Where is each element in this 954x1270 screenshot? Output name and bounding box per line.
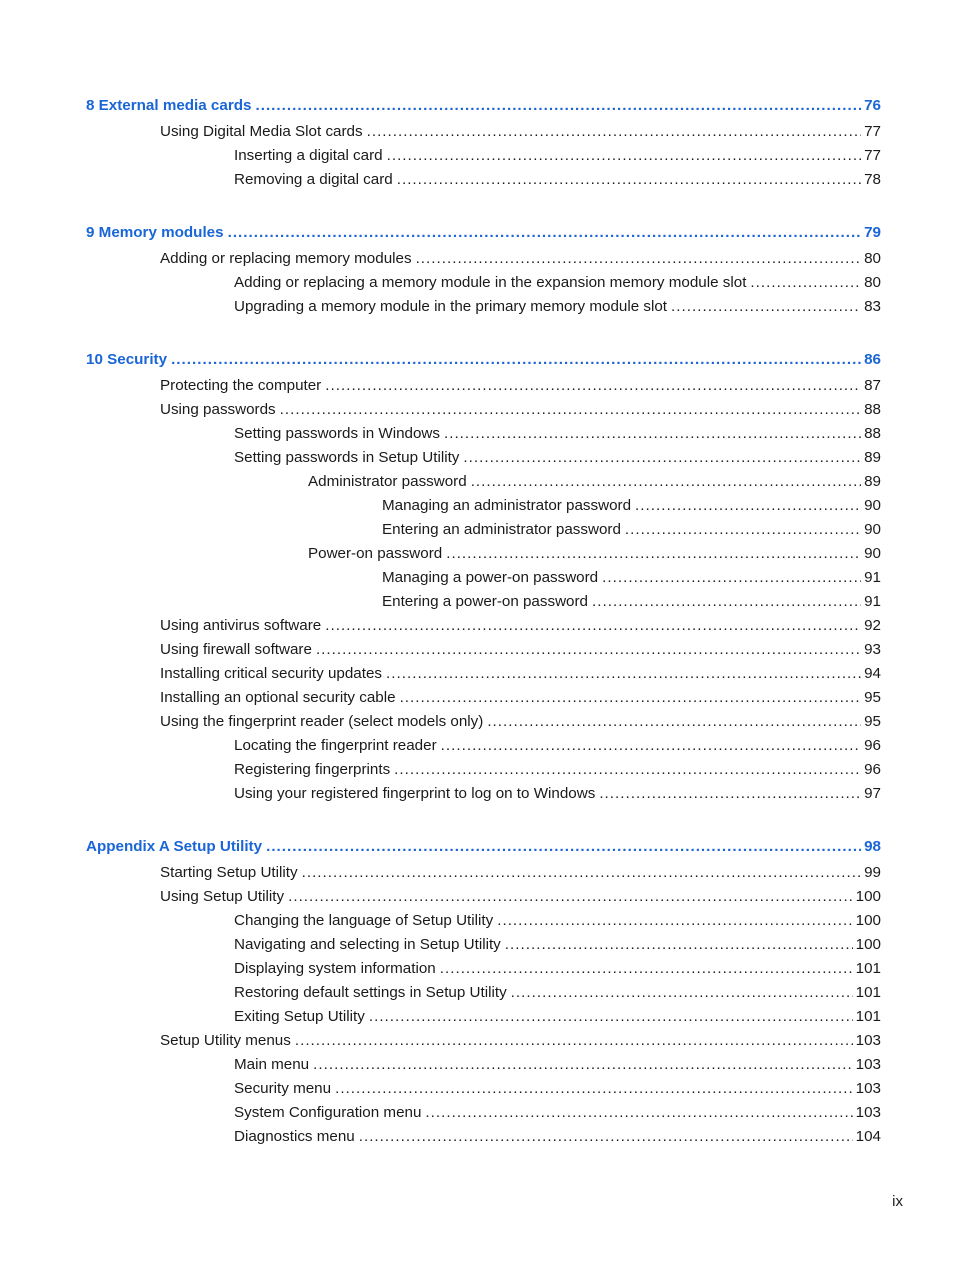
- toc-entry-page: 90: [864, 545, 881, 562]
- toc-chapter-link[interactable]: [86, 96, 881, 116]
- toc-entry-title: System Configuration menu: [234, 1104, 422, 1121]
- toc-entry-title: Navigating and selecting in Setup Utility: [234, 936, 501, 953]
- toc-entry-link[interactable]: [160, 1031, 881, 1051]
- toc-entry-title: Setting passwords in Setup Utility: [234, 449, 460, 466]
- dot-leader: [280, 400, 861, 420]
- toc-entry-page: 79: [864, 224, 881, 241]
- dot-leader: [171, 350, 861, 370]
- dot-leader: [592, 592, 861, 612]
- toc-entry-link[interactable]: [234, 1007, 881, 1027]
- toc-entry-link[interactable]: [160, 400, 881, 420]
- toc-entry-page: 100: [855, 912, 881, 929]
- toc-entry-title: Using firewall software: [160, 641, 312, 658]
- dot-leader: [335, 1079, 853, 1099]
- toc-entry-title: Managing a power-on password: [382, 569, 599, 586]
- toc-entry-link[interactable]: [234, 760, 881, 780]
- toc-entry-link[interactable]: [160, 249, 881, 269]
- toc-entry-title: 8 External media cards: [86, 97, 252, 114]
- toc-entry-link[interactable]: [234, 959, 881, 979]
- toc-entry-link[interactable]: [382, 496, 881, 516]
- toc-entry-page: 92: [864, 617, 881, 634]
- toc-entry-page: 86: [864, 351, 881, 368]
- toc-entry-link[interactable]: [234, 424, 881, 444]
- dot-leader: [367, 122, 862, 142]
- dot-leader: [625, 520, 861, 540]
- toc-entry-page: 77: [864, 147, 881, 164]
- toc-chapter-link[interactable]: [86, 837, 881, 857]
- toc-entry-link[interactable]: [160, 664, 881, 684]
- page-number: ix: [892, 1193, 903, 1210]
- dot-leader: [446, 544, 861, 564]
- toc-entry-link[interactable]: [234, 935, 881, 955]
- dot-leader: [325, 616, 861, 636]
- toc-entry-page: 100: [855, 936, 881, 953]
- toc-entry-page: 96: [864, 737, 881, 754]
- dot-leader: [505, 935, 853, 955]
- dot-leader: [487, 712, 861, 732]
- toc-entry-title: Locating the fingerprint reader: [234, 737, 437, 754]
- toc-entry-page: 97: [864, 785, 881, 802]
- dot-leader: [325, 376, 861, 396]
- toc-entry-title: Using Digital Media Slot cards: [160, 123, 363, 140]
- toc-entry-page: 101: [855, 984, 881, 1001]
- toc-entry-link[interactable]: [234, 297, 881, 317]
- toc-entry-link[interactable]: [234, 736, 881, 756]
- toc-entry-title: Main menu: [234, 1056, 310, 1073]
- dot-leader: [266, 837, 861, 857]
- toc-entry-title: Inserting a digital card: [234, 147, 383, 164]
- dot-leader: [463, 448, 861, 468]
- dot-leader: [394, 760, 861, 780]
- toc-entry-link[interactable]: [234, 911, 881, 931]
- dot-leader: [255, 96, 861, 116]
- toc-entry-title: Removing a digital card: [234, 171, 393, 188]
- dot-leader: [602, 568, 861, 588]
- toc-entry-page: 93: [864, 641, 881, 658]
- toc-entry-title: Diagnostics menu: [234, 1128, 355, 1145]
- toc-entry-title: Starting Setup Utility: [160, 864, 298, 881]
- toc-entry-title: Appendix A Setup Utility: [86, 838, 263, 855]
- toc-entry-link[interactable]: [234, 146, 881, 166]
- toc-entry-title: Setup Utility menus: [160, 1032, 291, 1049]
- toc-entry-page: 103: [855, 1080, 881, 1097]
- toc-entry-title: 10 Security: [86, 351, 168, 368]
- toc-entry-page: 90: [864, 497, 881, 514]
- toc-entry-link[interactable]: [382, 592, 881, 612]
- toc-entry-link[interactable]: [160, 863, 881, 883]
- toc-entry-page: 101: [855, 960, 881, 977]
- toc-entry-title: Using the fingerprint reader (select models only): [160, 713, 484, 730]
- toc-entry-page: 90: [864, 521, 881, 538]
- dot-leader: [441, 736, 861, 756]
- dot-leader: [369, 1007, 853, 1027]
- toc-entry-page: 98: [864, 838, 881, 855]
- toc-entry-page: 83: [864, 298, 881, 315]
- toc-entry-title: Adding or replacing a memory module in the expansion memory module slot: [234, 274, 747, 291]
- toc-entry-page: 103: [855, 1104, 881, 1121]
- toc-entry-page: 95: [864, 689, 881, 706]
- toc-chapter-link[interactable]: [86, 223, 881, 243]
- toc-entry-page: 103: [855, 1032, 881, 1049]
- dot-leader: [635, 496, 861, 516]
- dot-leader: [511, 983, 853, 1003]
- toc-entry-page: 104: [855, 1128, 881, 1145]
- dot-leader: [497, 911, 852, 931]
- toc-entry-title: Setting passwords in Windows: [234, 425, 440, 442]
- toc-entry-title: 9 Memory modules: [86, 224, 224, 241]
- dot-leader: [440, 959, 853, 979]
- toc-entry-page: 95: [864, 713, 881, 730]
- dot-leader: [416, 249, 862, 269]
- toc-entry-link[interactable]: [382, 520, 881, 540]
- toc-entry-page: 94: [864, 665, 881, 682]
- toc-entry-title: Registering fingerprints: [234, 761, 391, 778]
- dot-leader: [599, 784, 861, 804]
- toc-entry-link[interactable]: [234, 1103, 881, 1123]
- toc-entry-page: 91: [864, 569, 881, 586]
- dot-leader: [671, 297, 861, 317]
- toc-entry-link[interactable]: [160, 376, 881, 396]
- toc-entry-page: 87: [864, 377, 881, 394]
- toc-entry-link[interactable]: [160, 122, 881, 142]
- toc-entry-link[interactable]: [308, 472, 881, 492]
- toc-entry-link[interactable]: [160, 688, 881, 708]
- toc-entry-title: Changing the language of Setup Utility: [234, 912, 494, 929]
- toc-entry-title: Entering an administrator password: [382, 521, 621, 538]
- toc-entry-link[interactable]: [234, 170, 881, 190]
- dot-leader: [386, 664, 861, 684]
- dot-leader: [425, 1103, 852, 1123]
- toc-entry-title: Administrator password: [308, 473, 467, 490]
- toc-entry-title: Exiting Setup Utility: [234, 1008, 365, 1025]
- dot-leader: [295, 1031, 853, 1051]
- toc-entry-link[interactable]: [234, 1127, 881, 1147]
- toc-entry-title: Using your registered fingerprint to log on to Windows: [234, 785, 596, 802]
- toc-entry-page: 80: [864, 274, 881, 291]
- toc-entry-page: 88: [864, 401, 881, 418]
- toc-entry-title: Restoring default settings in Setup Utility: [234, 984, 507, 1001]
- toc-entry-page: 78: [864, 171, 881, 188]
- toc-entry-page: 100: [855, 888, 881, 905]
- toc-entry-title: Using antivirus software: [160, 617, 322, 634]
- dot-leader: [313, 1055, 853, 1075]
- dot-leader: [750, 273, 861, 293]
- dot-leader: [471, 472, 861, 492]
- toc-entry-title: Using passwords: [160, 401, 276, 418]
- dot-leader: [288, 887, 853, 907]
- toc-entry-page: 96: [864, 761, 881, 778]
- toc-entry-page: 76: [864, 97, 881, 114]
- toc-entry-page: 89: [864, 473, 881, 490]
- dot-leader: [316, 640, 861, 660]
- toc-entry-page: 80: [864, 250, 881, 267]
- toc-entry-title: Installing an optional security cable: [160, 689, 396, 706]
- toc-chapter-link[interactable]: [86, 350, 881, 370]
- toc-entry-title: Power-on password: [308, 545, 443, 562]
- dot-leader: [228, 223, 862, 243]
- toc-entry-title: Security menu: [234, 1080, 332, 1097]
- dot-leader: [359, 1127, 853, 1147]
- toc-entry-link[interactable]: [234, 1055, 881, 1075]
- toc-entry-title: Adding or replacing memory modules: [160, 250, 412, 267]
- toc-entry-page: 88: [864, 425, 881, 442]
- toc-entry-title: Installing critical security updates: [160, 665, 383, 682]
- toc-entry-page: 101: [855, 1008, 881, 1025]
- toc-entry-page: 77: [864, 123, 881, 140]
- toc-entry-link[interactable]: [382, 568, 881, 588]
- dot-leader: [387, 146, 862, 166]
- toc-entry-page: 89: [864, 449, 881, 466]
- toc-entry-title: Displaying system information: [234, 960, 436, 977]
- toc-entry-link[interactable]: [234, 1079, 881, 1099]
- toc-entry-link[interactable]: [234, 784, 881, 804]
- dot-leader: [397, 170, 861, 190]
- toc-entry-link[interactable]: [160, 616, 881, 636]
- toc-entry-page: 91: [864, 593, 881, 610]
- toc-entry-title: Protecting the computer: [160, 377, 322, 394]
- toc-entry-title: Managing an administrator password: [382, 497, 632, 514]
- dot-leader: [444, 424, 861, 444]
- toc-entry-link[interactable]: [160, 640, 881, 660]
- toc-entry-title: Entering a power-on password: [382, 593, 588, 610]
- toc-entry-link[interactable]: [160, 887, 881, 907]
- dot-leader: [302, 863, 862, 883]
- toc-entry-title: Upgrading a memory module in the primary memory module slot: [234, 298, 668, 315]
- toc-entry-link[interactable]: [308, 544, 881, 564]
- toc-entry-page: 103: [855, 1056, 881, 1073]
- toc-entry-link[interactable]: [234, 273, 881, 293]
- toc-entry-link[interactable]: [234, 448, 881, 468]
- toc-entry-link[interactable]: [160, 712, 881, 732]
- toc-entry-title: Using Setup Utility: [160, 888, 285, 905]
- toc-entry-page: 99: [864, 864, 881, 881]
- toc-entry-link[interactable]: [234, 983, 881, 1003]
- dot-leader: [400, 688, 862, 708]
